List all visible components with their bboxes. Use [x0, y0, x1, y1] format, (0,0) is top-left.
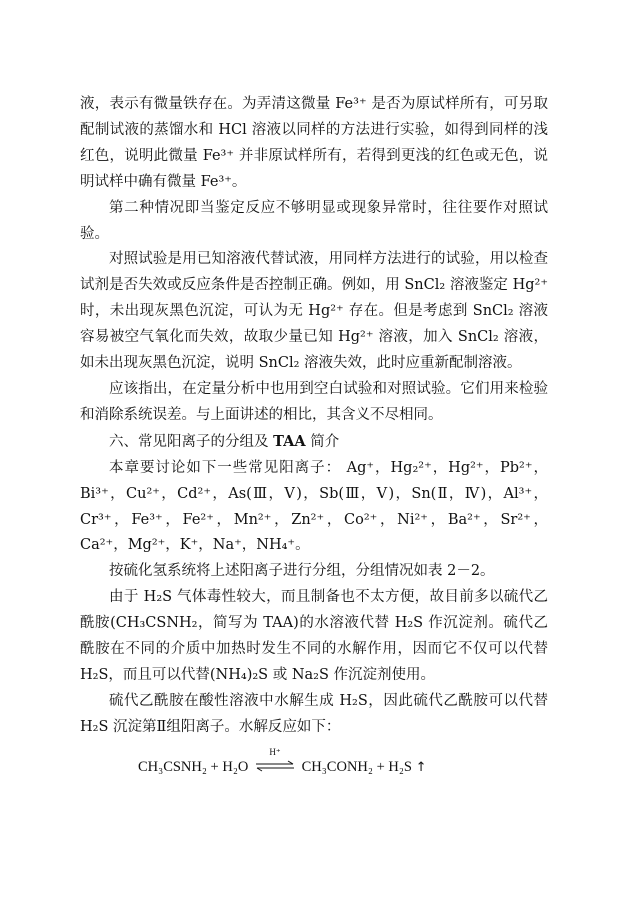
paragraph-3: 对照试验是用已知溶液代替试液，用同样方法进行的试验，用以检查试剂是否失效或反应条件是否控制正确。例如，用 SnCl₂ 溶液鉴定 Hg²⁺ 时，未出现灰黑色沉淀，可认为无 Hg²⁺ 存在。但是考虑到 SnCl₂ 溶液容易被空气氧化而失效，故取少量已知 Hg²⁺ 溶液，加入 SnCl₂ 溶液，如未出现灰黑色沉淀，说明 SnCl₂ 溶液失效，此时应重新配制溶液。: [80, 251, 548, 372]
section-heading: [80, 429, 548, 456]
paragraph-5: 本章要讨论如下一些常见阳离子： Ag⁺，Hg₂²⁺，Hg²⁺，Pb²⁺，Bi³⁺，Cu²⁺，Cd²⁺，As(Ⅲ，Ⅴ)，Sb(Ⅲ，Ⅴ)，Sn(Ⅱ，Ⅳ)，Al³⁺，Cr³⁺，Fe³⁺，Fe²⁺，Mn²⁺，Zn²⁺，Co²⁺，Ni²⁺，Ba²⁺，Sr²⁺，Ca²⁺，Mg²⁺，K⁺，Na⁺，NH₄⁺。: [80, 459, 548, 554]
section-heading-prefix: 六、常见阳离子的分组及: [109, 433, 274, 450]
equation-condition: H⁺: [269, 746, 281, 757]
paragraph-8: 硫代乙酰胺在酸性溶液中水解生成 H₂S，因此硫代乙酰胺可以代替 H₂S 沉淀第Ⅱ组阳离子。水解反应如下：: [80, 692, 548, 735]
paragraph-1: 液，表示有微量铁存在。为弄清这微量 Fe³⁺ 是否为原试样所有，可另取配制试液的蒸馏水和 HCl 溶液以同样的方法进行实验，如得到同样的浅红色，说明此微量 Fe³⁺ 并非原试样所有，若得到更浅的红色或无色，说明试样中确有微量 Fe³⁺。: [80, 96, 548, 190]
paragraph-7: 由于 H₂S 气体毒性较大，而且制备也不太方便，故目前多以硫代乙酰胺(CH₃CSNH₂，简写为 TAA)的水溶液代替 H₂S 作沉淀剂。硫代乙酰胺在不同的介质中加热时发生不同的水解作用，因而它不仅可以代替 H₂S，而且可以代替(NH₄)₂S 或 Na₂S 作沉淀剂使用。: [80, 589, 548, 683]
gas-arrow-icon: ↑: [415, 759, 427, 775]
equation-right: CH₃CONH₂ + H₂S: [301, 758, 412, 775]
equilibrium-arrow-icon: [255, 746, 295, 773]
document-page: [80, 92, 548, 781]
paragraph-4: 应该指出，在定量分析中也用到空白试验和对照试验。它们用来检验和消除系统误差。与上面讲述的相比，其含义不尽相同。: [80, 380, 548, 423]
equation-left: CH₃CSNH₂ + H₂O: [138, 758, 249, 775]
section-heading-suffix: 简介: [305, 433, 340, 450]
hydrolysis-equation: [138, 746, 548, 781]
paragraph-6: 按硫化氢系统将上述阳离子进行分组，分组情况如表 2－2。: [109, 563, 495, 580]
section-heading-bold: TAA: [273, 432, 306, 450]
paragraph-2: 第二种情况即当鉴定反应不够明显或现象异常时，往往要作对照试验。: [80, 199, 548, 242]
